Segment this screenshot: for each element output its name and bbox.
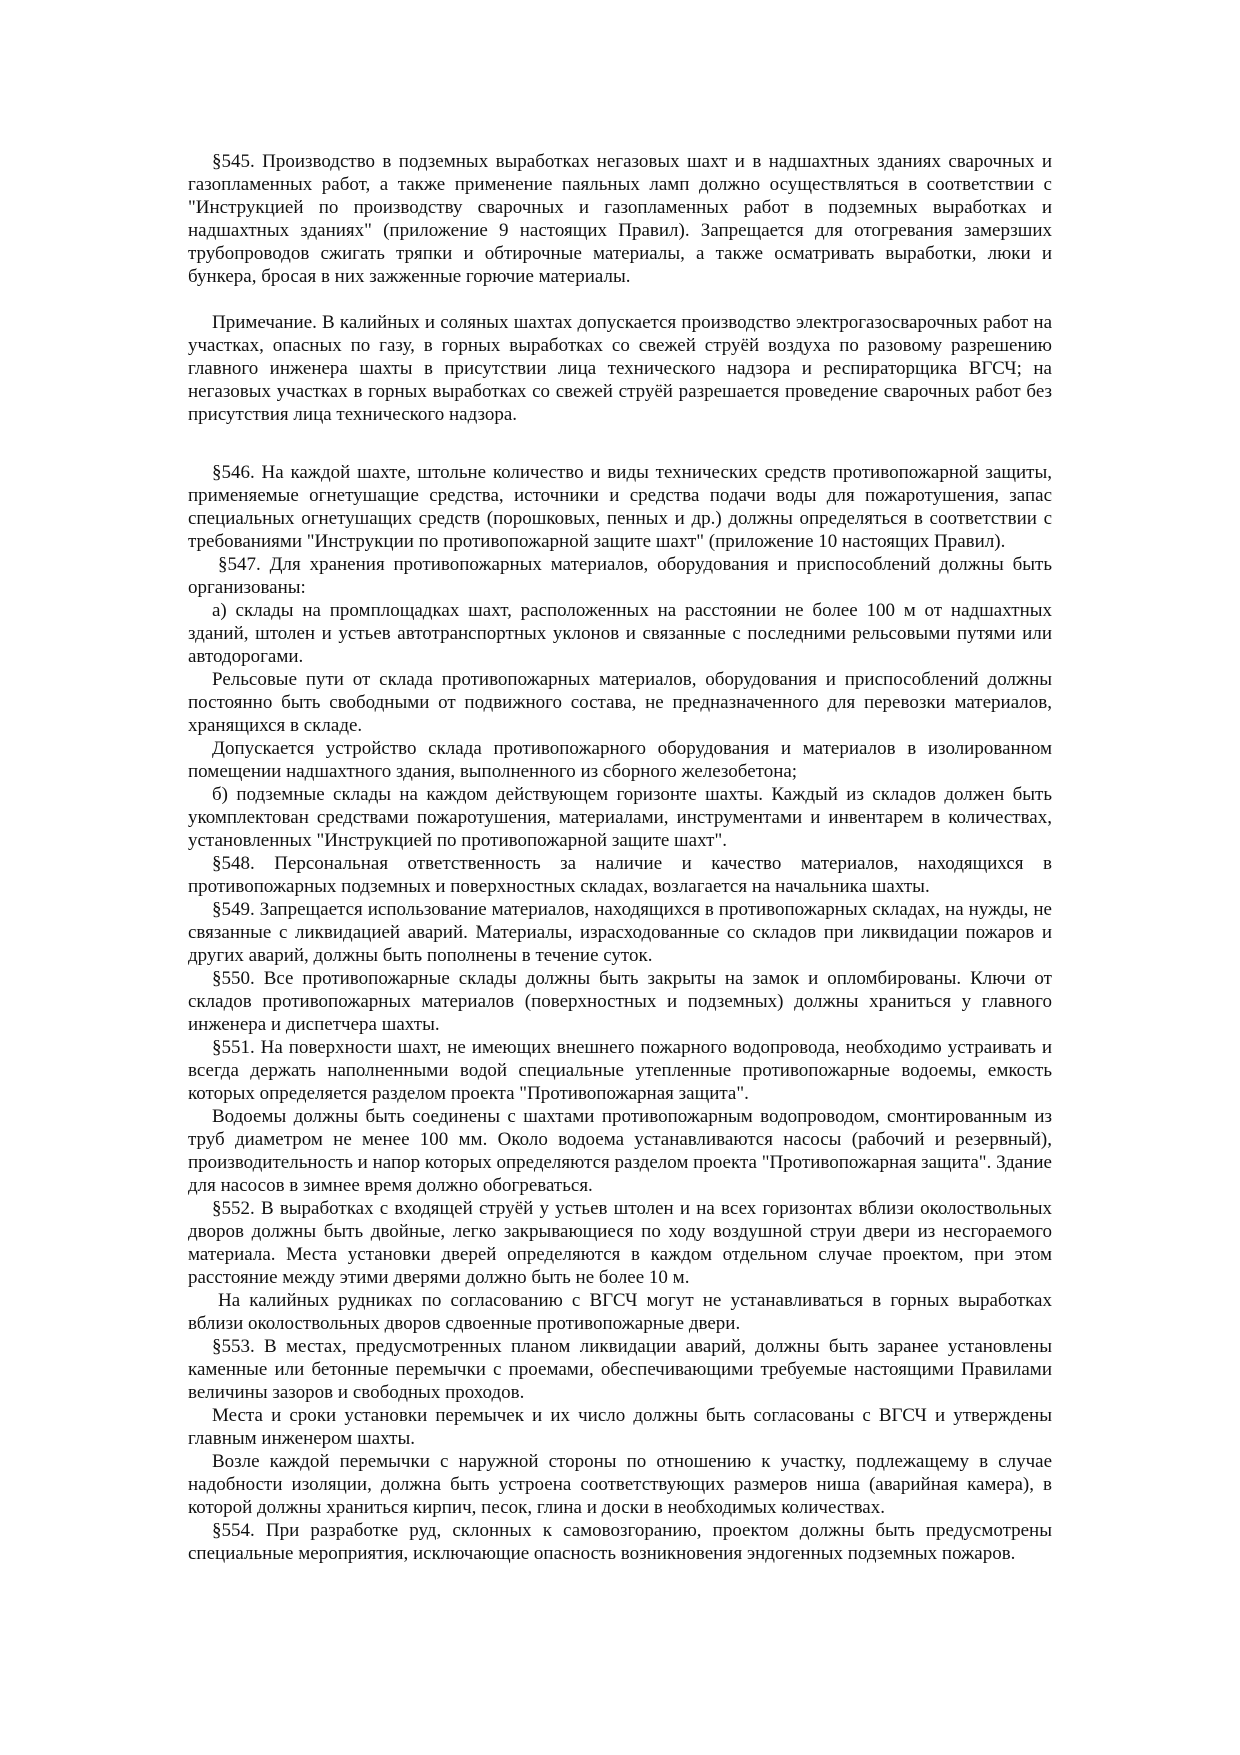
paragraph-547-b: б) подземные склады на каждом действующем горизонте шахты. Каждый из складов должен быть укомплектован средствами пожаротушения, материалами, инструментами и инвентарем в количествах, установленных "Инструкцией по противопожарной защите шахт". [188, 784, 1052, 851]
paragraph-554: §554. При разработке руд, склонных к самовозгоранию, проектом должны быть предусмотрены специальные мероприятия, исключающие опасность возникновения эндогенных подземных пожаров. [188, 1520, 1052, 1564]
paragraph-rail-tracks: Рельсовые пути от склада противопожарных материалов, оборудования и приспособлений должны постоянно быть свободными от подвижного состава, не предназначенного для перевозки материалов, хранящихся в складе. [188, 669, 1052, 736]
paragraph-allowed-storage: Допускается устройство склада противопожарного оборудования и материалов в изолированном помещении надшахтного здания, выполненного из сборного железобетона; [188, 738, 1052, 782]
document-page [188, 150, 1052, 1565]
paragraph-niche: Возле каждой перемычки с наружной стороны по отношению к участку, подлежащему в случае надобности изоляции, должна быть устроена соответствующих размеров ниша (аварийная камера), в которой должны храниться кирпич, песок, глина и доски в необходимых количествах. [188, 1451, 1052, 1518]
paragraph-potash-mines: На калийных рудниках по согласованию с ВГСЧ могут не устанавливаться в горных выработках вблизи околоствольных дворов сдвоенные противопожарные двери. [188, 1290, 1052, 1334]
paragraph-550: §550. Все противопожарные склады должны быть закрыты на замок и опломбированы. Ключи от складов противопожарных материалов (поверхностных и подземных) должны храниться у главного инженера и диспетчера шахты. [188, 968, 1052, 1035]
paragraph-reservoirs: Водоемы должны быть соединены с шахтами противопожарным водопроводом, смонтированным из труб диаметром не менее 100 мм. Около водоема устанавливаются насосы (рабочий и резервный), производительность и напор которых определяются разделом проекта "Противопожарная защита". Здание для насосов в зимнее время должно обогреваться. [188, 1106, 1052, 1196]
paragraph-551: §551. На поверхности шахт, не имеющих внешнего пожарного водопровода, необходимо устраивать и всегда держать наполненными водой специальные утепленные противопожарные водоемы, емкость которых определяется разделом проекта "Противопожарная защита". [188, 1037, 1052, 1104]
paragraph-546: §546. На каждой шахте, штольне количество и виды технических средств противопожарной защиты, применяемые огнетушащие средства, источники и средства подачи воды для пожаротушения, запас специальных огнетушащих средств (порошковых, пенных и др.) должны определяться в соответствии с требованиями "Инструкции по противопожарной защите шахт" (приложение 10 настоящих Правил). [188, 462, 1052, 552]
paragraph-548: §548. Персональная ответственность за наличие и качество материалов, находящихся в противопожарных подземных и поверхностных складах, возлагается на начальника шахты. [188, 853, 1052, 897]
paragraph-552: §552. В выработках с входящей струёй у устьев штолен и на всех горизонтах вблизи околоствольных дворов должны быть двойные, легко закрывающиеся по ходу воздушной струи двери из несгораемого материала. Места установки дверей определяются в каждом отдельном случае проектом, при этом расстояние между этими дверями должно быть не более 10 м. [188, 1198, 1052, 1288]
paragraph-547-a: а) склады на промплощадках шахт, расположенных на расстоянии не более 100 м от надшахтных зданий, штолен и устьев автотранспортных уклонов и связанные с последними рельсовыми путями или автодорогами. [188, 600, 1052, 667]
paragraph-note: Примечание. В калийных и соляных шахтах допускается производство электрогазосварочных работ на участках, опасных по газу, в горных выработках со свежей струёй воздуха по разовому разрешению главного инженера шахты в присутствии лица технического надзора и респираторщика ВГСЧ; на негазовых участках в горных выработках со свежей струёй разрешается проведение сварочных работ без присутствия лица технического надзора. [188, 312, 1052, 425]
paragraph-bulkhead-approval: Места и сроки установки перемычек и их число должны быть согласованы с ВГСЧ и утверждены главным инженером шахты. [188, 1405, 1052, 1449]
paragraph-545: §545. Производство в подземных выработках негазовых шахт и в надшахтных зданиях сварочных и газопламенных работ, а также применение паяльных ламп должно осуществляться в соответствии с "Инструкцией по производству сварочных и газопламенных работ в подземных выработках и надшахтных зданиях" (приложение 9 настоящих Правил). Запрещается для отогревания замерзших трубопроводов сжигать тряпки и обтирочные материалы, а также осматривать выработки, люки и бункера, бросая в них зажженные горючие материалы. [188, 151, 1052, 287]
paragraph-553: §553. В местах, предусмотренных планом ликвидации аварий, должны быть заранее установлены каменные или бетонные перемычки с проемами, обеспечивающими требуемые настоящими Правилами величины зазоров и свободных проходов. [188, 1336, 1052, 1403]
paragraph-547: §547. Для хранения противопожарных материалов, оборудования и приспособлений должны быть организованы: [188, 554, 1052, 598]
paragraph-549: §549. Запрещается использование материалов, находящихся в противопожарных складах, на нужды, не связанные с ликвидацией аварий. Материалы, израсходованные со складов при ликвидации пожаров и других аварий, должны быть пополнены в течение суток. [188, 899, 1052, 966]
